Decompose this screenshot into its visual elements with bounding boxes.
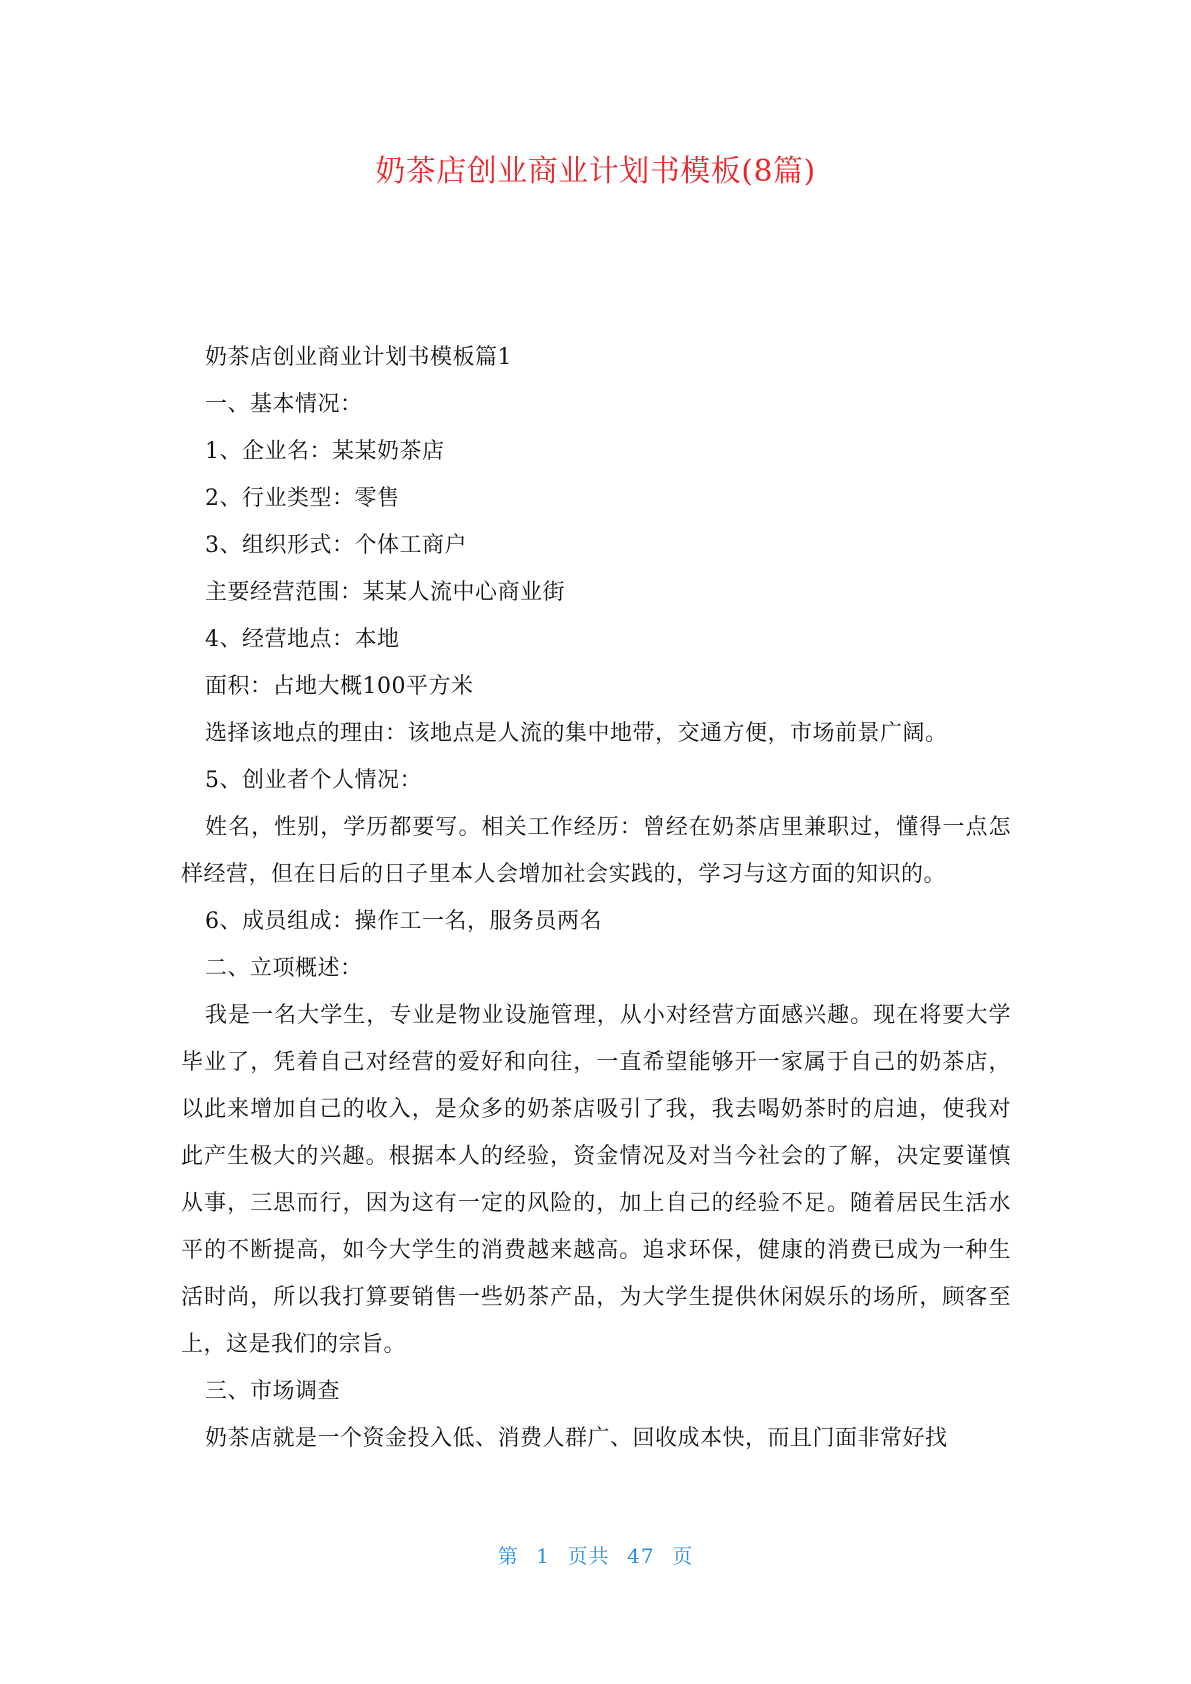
section-heading: 一、基本情况： xyxy=(205,392,363,417)
body-paragraph: 奶茶店就是一个资金投入低、消费人群广、回收成本快，而且门面非常好找 xyxy=(205,1426,948,1451)
section-heading: 奶茶店创业商业计划书模板篇1 xyxy=(205,345,512,370)
footer-suffix: 页 xyxy=(672,1544,694,1568)
footer-middle: 页共 xyxy=(567,1544,610,1568)
body-line: 选择该地点的理由：该地点是人流的集中地带，交通方便，市场前景广阔。 xyxy=(205,721,948,746)
document-body xyxy=(181,334,1011,1462)
body-line: 2、行业类型：零售 xyxy=(205,486,400,511)
body-line: 4、经营地点：本地 xyxy=(205,627,400,652)
page-footer xyxy=(0,1542,1191,1570)
body-line: 主要经营范围：某某人流中心商业街 xyxy=(205,580,566,605)
body-line: 5、创业者个人情况： xyxy=(205,768,422,793)
body-line: 6、成员组成：操作工一名，服务员两名 xyxy=(205,909,602,934)
body-line: 1、企业名：某某奶茶店 xyxy=(205,439,445,464)
total-page-count: 47 xyxy=(627,1544,655,1568)
body-paragraph: 我是一名大学生，专业是物业设施管理，从小对经营方面感兴趣。现在将要大学毕业了，凭着自己对经营的爱好和向往，一直希望能够开一家属于自己的奶茶店，以此来增加自己的收入，是众多的奶茶店吸引了我，我去喝奶茶时的启迪，使我对此产生极大的兴趣。根据本人的经验，资金情况及对当今社会的了解，决定要谨慎从事，三思而行，因为这有一定的风险的，加上自己的经验不足。随着居民生活水平的不断提高，如今大学生的消费越来越高。追求环保，健康的消费已成为一种生活时尚，所以我打算要销售一些奶茶产品，为大学生提供休闲娱乐的场所，顾客至上，这是我们的宗旨。 xyxy=(181,1003,1011,1357)
section-heading: 三、市场调查 xyxy=(205,1379,341,1404)
body-line: 面积：占地大概100平方米 xyxy=(205,674,474,699)
current-page-number: 1 xyxy=(536,1544,550,1568)
body-paragraph: 姓名，性别，学历都要写。相关工作经历：曾经在奶茶店里兼职过，懂得一点怎样经营，但在日后的日子里本人会增加社会实践的，学习与这方面的知识的。 xyxy=(181,815,1011,887)
section-heading: 二、立项概述： xyxy=(205,956,363,981)
body-line: 3、组织形式：个体工商户 xyxy=(205,533,467,558)
document-title: 奶茶店创业商业计划书模板(8篇) xyxy=(375,154,816,189)
footer-prefix: 第 xyxy=(497,1544,519,1568)
